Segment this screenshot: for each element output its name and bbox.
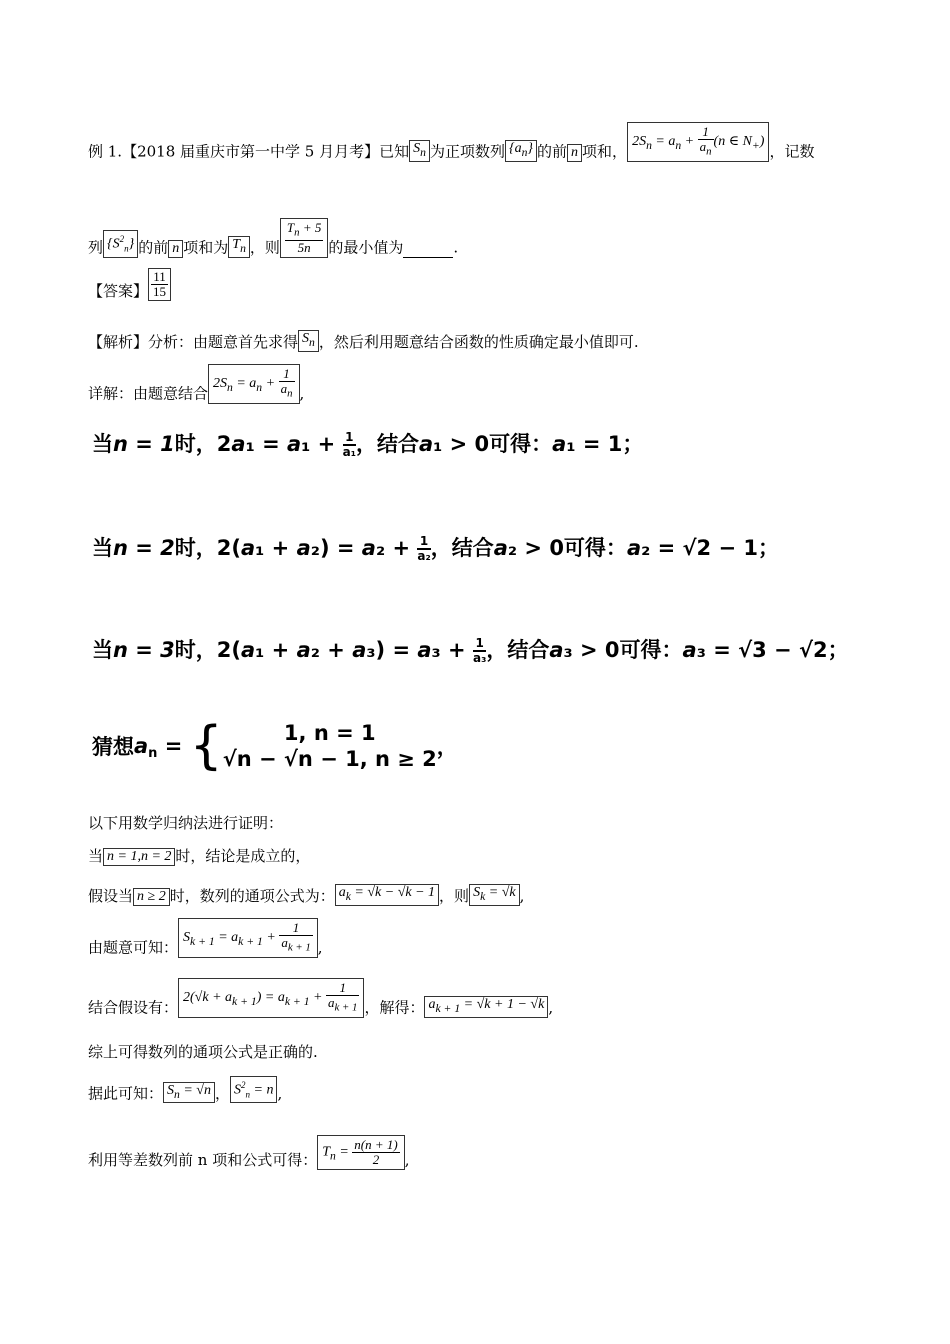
formula-text: a	[281, 935, 288, 950]
text: ₃ +	[431, 638, 473, 662]
answer-fraction	[148, 268, 171, 301]
text: 时，2	[174, 432, 232, 456]
formula-sub: n	[521, 145, 528, 159]
formula-text: S	[183, 930, 191, 946]
formula-sub: k + 1	[287, 941, 311, 954]
fraction-numerator	[285, 221, 323, 241]
text: ，然后利用题意结合函数的性质确定最小值即可.	[318, 332, 639, 351]
fraction-denominator	[326, 996, 359, 1015]
formula-sn	[298, 330, 319, 352]
text: 项和为	[183, 238, 229, 257]
text: ₂ +	[375, 536, 418, 560]
formula-base: n = 1,n = 2	[103, 848, 175, 866]
formula-text: S	[473, 885, 481, 900]
formula-sub: k	[345, 889, 351, 903]
case-1: 1, n = 1	[283, 721, 376, 745]
formula-n: n	[567, 144, 582, 162]
fraction-numerator: 1	[473, 637, 486, 652]
formula-sk	[469, 884, 520, 906]
fraction-numerator: 1	[417, 535, 430, 550]
fraction-denominator: a₂	[417, 549, 431, 563]
text: 利用等差数列前 n 项和公式可得：	[88, 1151, 318, 1169]
formula-text: a	[699, 139, 707, 154]
example-source: 【2018 届重庆市第一中学 5 月月考】	[122, 142, 380, 161]
formula-fraction	[698, 125, 714, 159]
fraction-denominator	[698, 140, 714, 159]
text: ₁ +	[255, 638, 297, 662]
case-n1-line	[92, 428, 643, 459]
text: 猜想	[92, 735, 134, 759]
text: ,	[548, 998, 554, 1017]
text: 当	[92, 536, 113, 560]
fraction-numerator: 1	[279, 367, 295, 382]
text: ，	[214, 1084, 230, 1103]
text: ₂ > 0可得：	[507, 536, 627, 560]
formula-text: a	[328, 995, 335, 1010]
answer-blank	[403, 243, 453, 258]
piecewise-cases	[223, 720, 437, 772]
analysis-label: 【解析】	[88, 332, 149, 351]
formula-n-ge-2: n ≥ 2	[133, 888, 170, 906]
formula-text: T	[322, 1144, 330, 1160]
text: 的前	[537, 142, 568, 161]
left-brace: {	[189, 716, 223, 776]
math: a	[549, 638, 564, 662]
formula-sup: 2	[119, 234, 125, 245]
case-n2-line	[92, 532, 779, 563]
formula-fraction	[326, 981, 359, 1015]
detail-line	[88, 364, 304, 404]
formula-text: = √k	[485, 885, 516, 900]
proof-hypothesis	[88, 884, 524, 906]
text: ₂) =	[310, 536, 362, 560]
text: 当	[92, 638, 113, 662]
math: a	[241, 536, 256, 560]
formula-main-equation	[627, 122, 769, 162]
text: ，则	[439, 886, 470, 905]
text: ₁ > 0可得：	[433, 432, 553, 456]
formula-text: 2(√k + a	[183, 990, 233, 1006]
formula-text: = √n	[179, 1082, 211, 1098]
text: 据此可知：	[88, 1084, 164, 1103]
guess-line	[92, 716, 458, 776]
text: ₁ = 1；	[566, 432, 644, 456]
formula-fraction	[279, 367, 295, 401]
formula-text: T	[232, 236, 241, 252]
fraction-denominator: a₁	[342, 445, 356, 459]
text: ₁ +	[301, 432, 343, 456]
formula-sn-sqrt	[163, 1082, 215, 1104]
fraction-numerator: 11	[151, 270, 168, 285]
answer-label: 【答案】	[88, 282, 149, 300]
math: a	[352, 638, 367, 662]
example-line-2	[88, 218, 458, 258]
formula-sn2	[230, 1076, 277, 1103]
case-2: √n − √n − 1, n ≥ 2	[222, 747, 437, 771]
example-line-1	[88, 122, 814, 162]
fraction-numerator: 1	[279, 921, 312, 936]
formula-text: a	[338, 885, 346, 900]
formula-sub: n	[675, 138, 682, 152]
math-sub: n	[148, 746, 158, 762]
formula-text: = n	[250, 1082, 274, 1098]
fraction-denominator	[279, 936, 312, 955]
fraction-denominator: 2	[372, 1152, 380, 1167]
formula-text: )	[759, 134, 765, 150]
formula-sub: n	[706, 145, 712, 158]
text: ₁ +	[255, 536, 297, 560]
proof-conclusion: 综上可得数列的通项公式是正确的.	[88, 1043, 318, 1061]
text: 列	[88, 238, 104, 257]
formula-text: = a	[651, 134, 676, 150]
formula-text: +	[262, 930, 280, 946]
formula-text: +	[309, 990, 326, 1006]
math: n = 3	[113, 638, 175, 662]
formula-ak1	[424, 996, 548, 1018]
math: a	[134, 734, 149, 758]
formula-sub: k + 1	[232, 994, 257, 1008]
proof-result	[88, 1076, 282, 1103]
formula-text: (n ∈ N	[713, 134, 752, 150]
math: a	[418, 432, 434, 456]
text: 结合假设有：	[88, 998, 179, 1017]
math: a	[682, 638, 697, 662]
proof-step-2	[88, 978, 553, 1018]
formula-text: =	[335, 1144, 353, 1160]
formula-fraction	[352, 1138, 399, 1167]
text: 假设当	[88, 886, 134, 905]
case-n3-line	[92, 634, 849, 665]
formula-sub: k + 1	[334, 1001, 358, 1014]
text: 的最小值为	[328, 238, 404, 257]
math: n = 2	[113, 536, 175, 560]
math: n = 1	[113, 432, 175, 456]
proof-base-case	[88, 845, 310, 866]
formula-tn	[228, 236, 250, 258]
formula-text: S	[413, 140, 421, 156]
formula-text: {a	[508, 140, 522, 156]
formula-tn-fraction	[280, 218, 328, 258]
fraction	[417, 535, 430, 563]
formula-text: {S	[107, 236, 120, 252]
text: 时，结论是成立的，	[175, 847, 311, 865]
proof-tn	[88, 1135, 410, 1170]
fraction	[473, 637, 486, 665]
formula-n: n	[168, 240, 183, 258]
text: 当	[92, 432, 113, 456]
text: ₃ = √3 − √2；	[696, 638, 849, 662]
fraction-denominator: 5n	[297, 239, 311, 255]
text: ₂ = √2 − 1；	[641, 536, 779, 560]
formula-sub: n	[330, 1149, 336, 1163]
text: 当	[88, 847, 104, 865]
fraction-numerator: n(n + 1)	[354, 1137, 398, 1152]
formula-sub: n	[420, 145, 426, 159]
formula-sub: +	[751, 138, 760, 152]
math: a	[296, 638, 311, 662]
text: ，结合	[355, 432, 419, 456]
formula-sub: n	[124, 243, 129, 254]
formula-sub: k + 1	[238, 934, 263, 948]
formula-sn2-seq: $\{S^2_n\}$	[103, 230, 138, 257]
formula-text: }	[527, 140, 534, 156]
formula-sub: n	[287, 387, 293, 400]
formula-sup: 2	[241, 1080, 246, 1090]
formula-sub: k + 1	[284, 994, 310, 1008]
text: ₂ +	[310, 638, 353, 662]
text: 详解：由题意结合	[88, 384, 209, 403]
formula-text: +	[681, 134, 698, 150]
formula-sub: n	[309, 335, 315, 349]
fraction-denominator: 15	[153, 284, 167, 299]
fraction-numerator: 1	[698, 125, 714, 140]
formula-sk1	[178, 918, 318, 958]
math: a	[626, 536, 642, 560]
text: ₃) =	[366, 638, 418, 662]
text: 时，2(	[174, 536, 241, 560]
text: ，则	[249, 238, 280, 257]
formula-text: + 5	[299, 220, 322, 235]
text: 为正项数列	[429, 142, 505, 161]
math: a	[241, 638, 256, 662]
text: 已知	[379, 142, 410, 161]
formula-fraction	[285, 221, 323, 255]
example-prefix: 例 1.	[88, 142, 123, 161]
formula-text: T	[286, 220, 295, 235]
text: 由题意可知：	[88, 938, 179, 957]
text: ，结合	[486, 638, 550, 662]
formula-an-seq	[505, 140, 537, 162]
formula-text: = √k − √k − 1	[350, 885, 436, 900]
fraction	[343, 431, 356, 459]
answer-line	[88, 268, 171, 301]
formula-ak	[335, 884, 439, 906]
formula-text: 2S	[632, 134, 647, 150]
text: ，解得：	[364, 998, 425, 1017]
text: ₃ > 0可得：	[563, 638, 683, 662]
fraction-denominator: $a_n$	[280, 381, 293, 400]
proof-intro: 以下用数学归纳法进行证明：	[88, 814, 284, 832]
math: a	[287, 432, 302, 456]
formula-text: S	[302, 331, 310, 346]
math: a	[361, 536, 376, 560]
formula-text: = a	[214, 930, 239, 946]
fraction-numerator: 1	[326, 981, 359, 996]
formula-sub: n	[256, 380, 263, 394]
text: ,	[277, 1084, 283, 1103]
formula-sub: n	[174, 1087, 180, 1101]
formula-combined	[178, 978, 364, 1018]
formula-sub: n	[245, 1089, 250, 1100]
text: 项和，	[582, 142, 628, 161]
formula-fraction	[279, 921, 312, 955]
text: .	[453, 238, 459, 257]
formula-text: S	[167, 1082, 175, 1098]
formula-text: = √k + 1 − √k	[460, 996, 545, 1012]
text: ，记数	[769, 142, 815, 161]
text: ，	[436, 735, 458, 759]
formula-sn	[409, 140, 430, 162]
formula-sub: n	[294, 226, 300, 239]
formula-text: a	[428, 996, 436, 1012]
formula-equation: $2S_n = a_n$ + $\frac{1}{a_n}$	[208, 364, 299, 404]
text: ,	[404, 1151, 410, 1169]
formula-sub: n	[240, 241, 246, 255]
text: ,	[299, 384, 305, 403]
text: ₁ =	[245, 432, 287, 456]
math: a	[231, 432, 246, 456]
proof-step-1	[88, 918, 323, 958]
text: ，结合	[430, 536, 494, 560]
text: ,	[519, 886, 525, 905]
math: a	[296, 536, 311, 560]
formula-text: ) = a	[256, 990, 285, 1006]
text: ,	[317, 938, 323, 957]
math: a	[417, 638, 432, 662]
formula-sub: n	[227, 380, 233, 394]
text: 分析：由题意首先求得	[148, 332, 299, 351]
analysis-line	[88, 330, 639, 352]
formula-tn-sum	[317, 1135, 405, 1170]
text: 时，数列的通项公式为：	[169, 886, 335, 905]
formula-sub: k + 1	[435, 1001, 461, 1015]
formula-sub: k	[480, 889, 486, 903]
math: a	[493, 536, 508, 560]
text: 的前	[138, 238, 169, 257]
formula-sub: n	[646, 138, 652, 152]
formula-sub: k + 1	[190, 934, 215, 948]
math: a	[552, 432, 567, 456]
text: =	[157, 734, 190, 758]
fraction-denominator: a₃	[472, 651, 487, 665]
formula-text: S	[234, 1082, 241, 1098]
formula-fraction	[151, 270, 168, 299]
text: 时，2(	[174, 638, 241, 662]
fraction-numerator: 1	[343, 431, 356, 446]
